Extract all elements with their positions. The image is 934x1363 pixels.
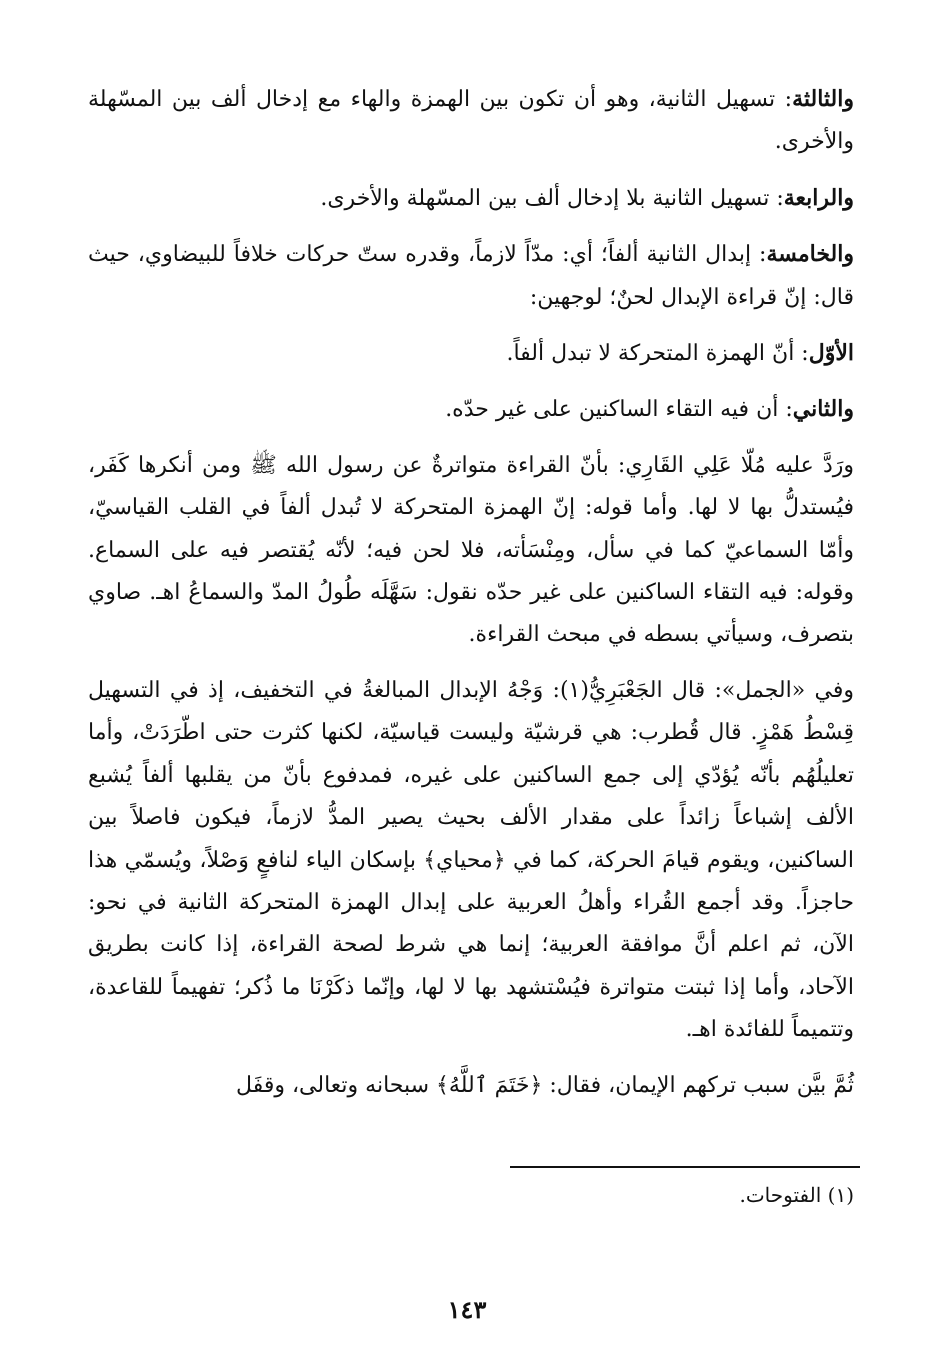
paragraph-fifth — [88, 233, 854, 319]
paragraph-lead: والخامسة — [766, 241, 854, 268]
paragraph-fourth — [88, 177, 854, 220]
paragraph-body: ورَدَّ عليه مُلّا عَلِي القَارِي: بأنّ القراءة متواترةٌ عن رسول الله ﷺ ومن أنكرها كَفَر، فيُستدلُّ بها لا لها. وأما قوله: إنّ الهمزة المتحركة لا تُبدل ألفاً في القلب القياسيّ، وأمّا السماعيّ كما في سأل، ومِنْسَأته، فلا لحن فيه؛ لأنّه يُقتصر فيه على السماع. وقوله: فيه التقاء الساكنين على غير حدّه نقول: سَهَّلَه طُولُ المدّ والسماعُ اهـ. صاوي بتصرف، وسيأتي بسطه في مبحث القراءة. — [88, 452, 854, 648]
paragraph-rebuttal — [88, 445, 854, 657]
footnote-divider — [510, 1166, 860, 1168]
footnote: (١) الفتوحات. — [739, 1183, 854, 1207]
paragraph-body: : أنّ الهمزة المتحركة لا تبدل ألفاً. — [506, 341, 809, 367]
paragraph-lead: الأوّل — [808, 340, 854, 367]
page-number: ١٤٣ — [447, 1295, 487, 1324]
main-text — [88, 78, 854, 1120]
paragraph-body: : تسهيل الثانية، وهو أن تكون بين الهمزة والهاء مع إدخال ألف بين المسّهلة والأخرى. — [88, 87, 854, 155]
paragraph-lead: والرابعة — [783, 184, 854, 211]
paragraph-lead: والثالثة — [792, 86, 854, 112]
paragraph-body: وفي «الجمل»: قال الجَعْبَرِيُّ(١): وَجْهُ الإبدال المبالغةُ في التخفيف، إذ في التسهيل قِسْطُ هَمْزٍ. قال قُطرب: هي قرشيّة وليست قياسيّة، لكنها كثرت حتى اطّرَدَتْ، وأما تعليلُهُم بأنّه يُؤدّي إلى جمع الساكنين على غيره، فمدفوع بأنّ من يقلبها ألفاً يُشبع الألف إشباعاً زائداً على مقدار الألف بحيث يصير المدُّ لازماً، فيكون فاصلاً بين الساكنين، ويقوم قيامَ الحركة، كما في ﴿محياي﴾ بإسكان الياء لنافعٍ وَصْلاً، ويُسمّي هذا حاجزاً. وقد أجمع القُراء وأهلُ العربية على إبدال الهمزة المتحركة الثانية في نحو: الآن، ثم اعلم أنَّ موافقة العربية؛ إنما هي شرط لصحة القراءة، إذا كانت بطريق الآحاد، وأما إذا ثبتت متواترة فيُسْتشهد بها لا لها، وإنّما ذكَرْنَا ما ذُكر؛ تفهيماً للقاعدة، وتتميماً للفائدة اهـ. — [88, 677, 854, 1043]
paragraph-lead: والثاني — [792, 396, 854, 423]
paragraph-body: ثُمَّ بيَّن سبب تركهم الإيمان، فقال: ﴿خَتَمَ ٱللَّهُ﴾ سبحانه وتعالى، وقفَل — [236, 1072, 854, 1098]
paragraph-jamal — [88, 670, 854, 1052]
paragraph-body: : أن فيه التقاء الساكنين على غير حدّه. — [445, 397, 793, 423]
paragraph-second-reason — [88, 388, 854, 431]
paragraph-third — [88, 78, 854, 164]
paragraph-body: : إبدال الثانية ألفاً؛ أي: مدّاً لازماً، وقدره ستّ حركات خلافاً للبيضاوي، حيث قال: إنّ قراءة الإبدال لحنٌ؛ لوجهين: — [88, 242, 854, 310]
paragraph-first-reason — [88, 332, 854, 375]
paragraph-body: : تسهيل الثانية بلا إدخال ألف بين المسّهلة والأخرى. — [320, 185, 784, 211]
paragraph-closing — [88, 1065, 854, 1107]
